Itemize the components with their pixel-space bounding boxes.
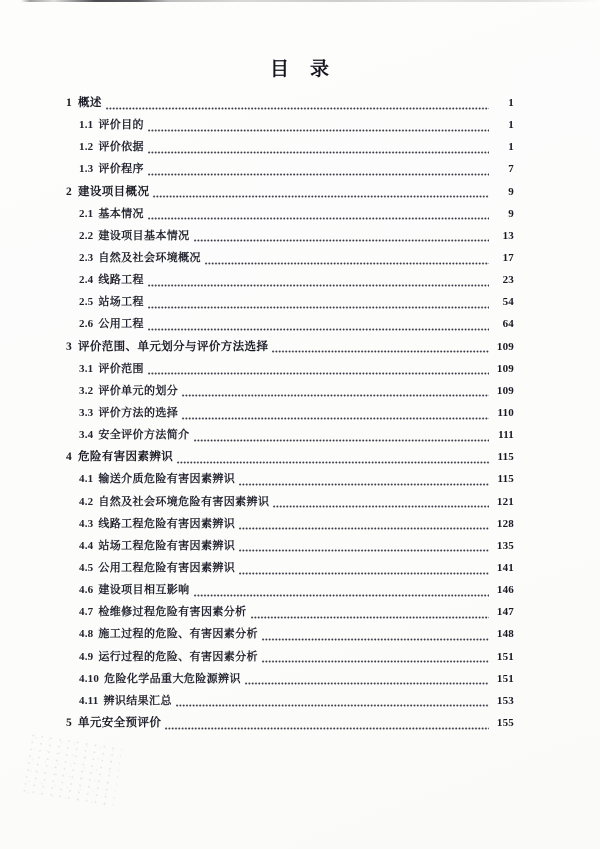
toc-entry-page: 54 — [502, 296, 514, 309]
dot-leader — [176, 704, 489, 707]
toc-entry-page: 147 — [496, 606, 514, 619]
toc-entry-label: 输送介质危险有害因素辨识 — [98, 473, 236, 486]
toc-entry-number: 4 — [66, 451, 72, 464]
toc-entry-number: 1 — [66, 97, 72, 109]
toc-entry-number: 4.5 — [79, 561, 94, 574]
toc-entry-page: 7 — [508, 163, 514, 176]
toc-entry-number: 5 — [66, 716, 72, 729]
toc-entry — [0, 114, 600, 136]
toc-entry-number: 4.1 — [79, 473, 94, 486]
dot-leader — [153, 195, 489, 198]
toc-entry — [0, 402, 600, 424]
dot-leader — [182, 417, 489, 420]
toc-entry-number: 2.3 — [79, 251, 94, 264]
toc-entry — [0, 557, 600, 579]
toc-entry-page: 23 — [502, 274, 514, 287]
toc-entry-page: 135 — [496, 539, 514, 552]
toc-entry — [0, 336, 600, 358]
toc-entry-number: 3.3 — [79, 406, 94, 419]
dot-leader — [194, 594, 489, 597]
dot-leader — [177, 461, 489, 464]
toc-entry-page: 9 — [508, 207, 514, 220]
toc-entry-number: 4.9 — [79, 650, 94, 663]
toc-entry-label: 安全评价方法简介 — [98, 429, 190, 442]
toc-entry-label: 评价目的 — [98, 119, 144, 132]
toc-entry-page: 121 — [496, 495, 514, 508]
toc-entry-number: 2.2 — [79, 229, 94, 242]
toc-entry-number: 2.4 — [79, 274, 94, 287]
toc-entry-page: 141 — [496, 561, 514, 574]
toc-entry-label: 评价单元的划分 — [98, 384, 179, 397]
toc-entry — [0, 446, 600, 468]
toc-entry-number: 4.8 — [79, 628, 94, 641]
toc-entry — [0, 136, 600, 158]
toc-entry-number: 4.3 — [79, 517, 94, 530]
dot-leader — [148, 328, 489, 331]
toc-entry-number: 2.1 — [79, 207, 94, 220]
toc-entry-page: 17 — [502, 251, 514, 264]
toc-entry-label: 概述 — [77, 97, 102, 109]
toc-entry-label: 站场工程危险有害因素辨识 — [98, 539, 236, 552]
toc-entry-page: 109 — [496, 340, 514, 353]
toc-entry-number: 2.6 — [79, 318, 94, 331]
dot-leader — [148, 284, 489, 287]
toc-entry-page: 151 — [496, 672, 514, 685]
dot-leader — [148, 306, 489, 309]
dot-leader — [165, 727, 489, 730]
dot-leader — [148, 173, 489, 176]
toc-entry-label: 自然及社会环境危险有害因素辨识 — [98, 495, 270, 508]
dot-leader — [182, 394, 489, 397]
toc-entry — [0, 380, 600, 402]
toc-entry-label: 站场工程 — [98, 296, 144, 309]
toc-entry — [0, 535, 600, 557]
dot-leader — [273, 505, 489, 508]
dot-leader — [272, 350, 489, 353]
dot-leader — [205, 262, 489, 265]
toc-entry-page: 110 — [497, 406, 514, 419]
toc-entry-label: 建设项目相互影响 — [98, 584, 190, 597]
toc-entry-number: 4.7 — [79, 606, 94, 619]
toc-entry-page: 115 — [497, 473, 514, 486]
toc-entry-number: 2.5 — [79, 296, 94, 309]
toc-entry — [0, 269, 600, 291]
toc-entry-page: 153 — [496, 694, 514, 707]
toc-entry — [0, 468, 600, 490]
toc-entry-label: 评价范围 — [98, 362, 144, 375]
toc-entry-page: 13 — [502, 229, 514, 242]
toc-entry-number: 3.4 — [79, 429, 94, 442]
dot-leader — [148, 151, 489, 154]
toc-entry-label: 线路工程危险有害因素辨识 — [98, 517, 236, 530]
scan-edge-artifact — [0, 0, 600, 2]
toc-entry — [0, 313, 600, 335]
toc-entry-number: 4.2 — [79, 495, 94, 508]
toc-entry — [0, 291, 600, 313]
toc-entry-label: 评价范围、单元划分与评价方法选择 — [77, 340, 269, 353]
toc-entry-page: 109 — [496, 384, 514, 397]
dot-leader — [262, 638, 489, 641]
toc-entry-number: 1.1 — [79, 119, 94, 132]
toc-entry-label: 施工过程的危险、有害因素分析 — [98, 628, 258, 641]
toc-entry-page: 109 — [496, 362, 514, 375]
toc-entry-page: 1 — [508, 97, 514, 109]
dot-leader — [194, 439, 489, 442]
dot-leader — [245, 682, 489, 685]
toc-entry-page: 115 — [497, 451, 514, 464]
toc-entry-page: 155 — [496, 716, 514, 729]
toc-entry — [0, 358, 600, 380]
toc-entry — [0, 513, 600, 535]
toc-entry-page: 111 — [498, 429, 514, 442]
toc-entry-label: 检维修过程危险有害因素分析 — [98, 606, 247, 619]
toc-entry — [0, 203, 600, 225]
toc-entry-label: 建设项目概况 — [77, 185, 150, 198]
dot-leader — [262, 660, 489, 663]
page-title: 目 录 — [269, 59, 330, 80]
dot-leader — [239, 549, 489, 552]
dot-leader — [239, 527, 489, 530]
toc-entry-number: 4.10 — [79, 672, 100, 685]
toc-entry-label: 辨识结果汇总 — [103, 694, 172, 707]
toc-entry-label: 建设项目基本情况 — [98, 229, 190, 242]
dot-leader — [148, 217, 489, 220]
toc-entry — [0, 579, 600, 601]
dot-leader — [239, 572, 489, 575]
toc-entry-number: 1.3 — [79, 163, 94, 176]
toc-entry-page: 9 — [508, 185, 514, 198]
toc-entry-page: 1 — [508, 141, 514, 154]
dot-leader — [239, 483, 489, 486]
toc-entry-page: 64 — [502, 318, 514, 331]
dot-leader — [148, 372, 489, 375]
dot-leader — [251, 616, 489, 619]
toc-entry-number: 3.1 — [79, 362, 94, 375]
toc-entry — [0, 491, 600, 513]
toc-entry-number: 1.2 — [79, 141, 94, 154]
toc-entry — [0, 158, 600, 180]
toc-entry-page: 128 — [496, 517, 514, 530]
toc-entry-number: 3 — [66, 340, 72, 353]
toc-entry-label: 评价依据 — [98, 141, 144, 154]
toc-entry-label: 基本情况 — [98, 207, 144, 220]
toc-entry-label: 公用工程 — [98, 318, 144, 331]
toc-entry — [0, 181, 600, 203]
toc-list — [0, 92, 600, 734]
toc-entry — [0, 225, 600, 247]
toc-entry-label: 危险化学品重大危险源辨识 — [104, 672, 241, 685]
toc-entry — [0, 247, 600, 269]
toc-entry — [0, 668, 600, 690]
toc-entry-label: 单元安全预评价 — [77, 716, 162, 729]
toc-entry-label: 运行过程的危险、有害因素分析 — [98, 650, 258, 663]
toc-entry-page: 148 — [496, 628, 514, 641]
dot-leader — [148, 129, 489, 132]
dot-leader — [194, 239, 489, 242]
toc-entry-number: 3.2 — [79, 384, 94, 397]
toc-entry — [0, 712, 600, 734]
toc-entry-label: 危险有害因素辨识 — [77, 451, 174, 464]
toc-entry-label: 评价程序 — [98, 163, 144, 176]
toc-entry-number: 2 — [66, 185, 72, 198]
toc-entry — [0, 623, 600, 645]
dot-leader — [106, 107, 489, 110]
toc-entry — [0, 646, 600, 668]
toc-entry-number: 4.6 — [79, 584, 94, 597]
toc-entry-number: 4.4 — [79, 539, 94, 552]
scan-noise-speckles — [22, 733, 123, 811]
toc-entry-page: 1 — [508, 119, 514, 132]
toc-entry-page: 146 — [496, 584, 514, 597]
toc-entry-label: 公用工程危险有害因素辨识 — [98, 561, 236, 574]
toc-entry — [0, 424, 600, 446]
toc-entry — [0, 601, 600, 623]
toc-entry-label: 自然及社会环境概况 — [98, 251, 201, 264]
toc-entry — [0, 690, 600, 712]
toc-entry-number: 4.11 — [79, 694, 99, 707]
toc-entry-page: 151 — [496, 650, 514, 663]
toc-entry-label: 线路工程 — [98, 274, 144, 287]
toc-entry — [0, 92, 600, 114]
toc-entry-label: 评价方法的选择 — [98, 406, 179, 419]
